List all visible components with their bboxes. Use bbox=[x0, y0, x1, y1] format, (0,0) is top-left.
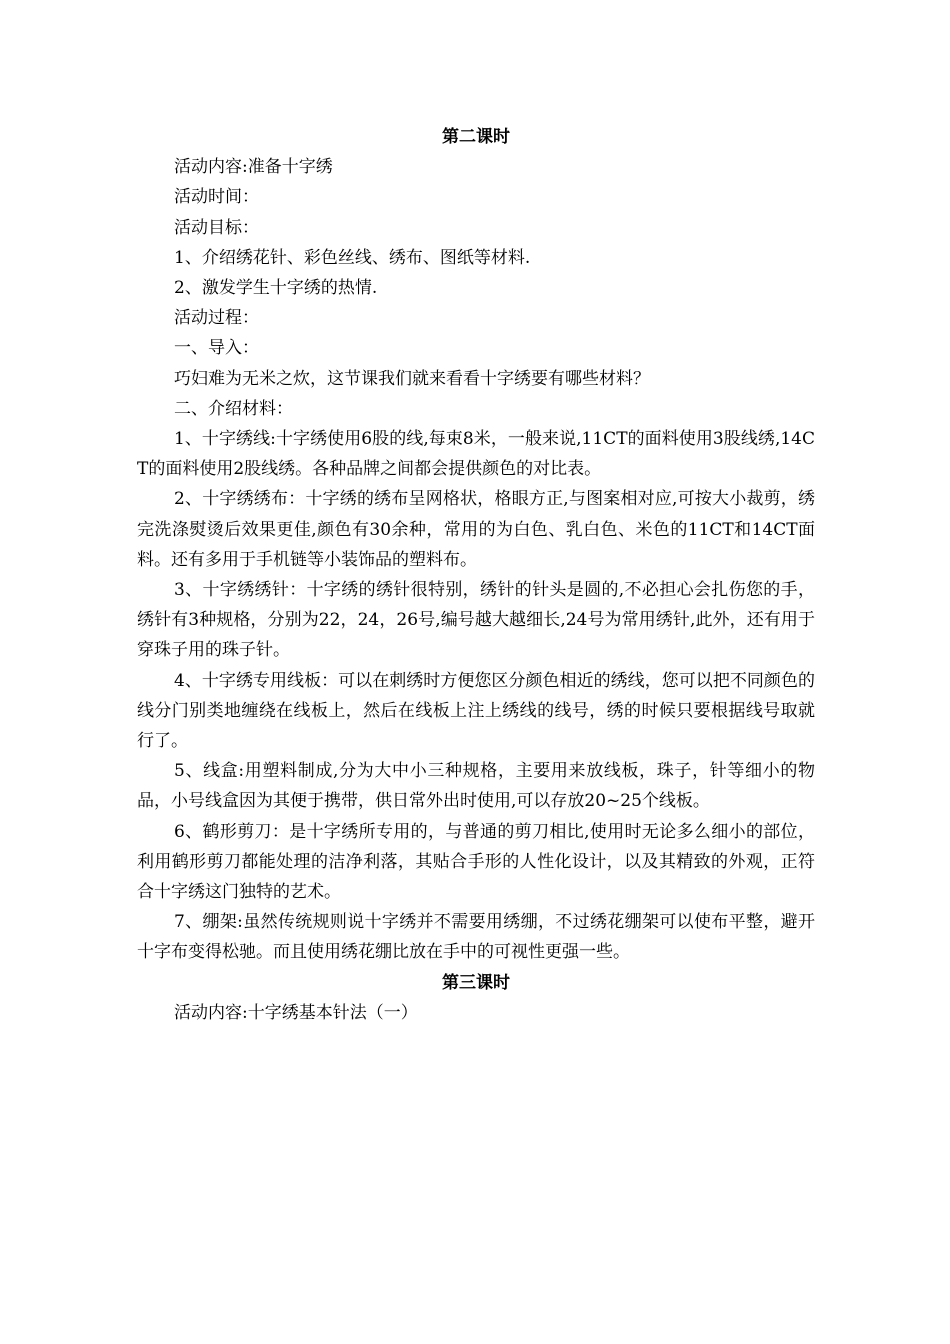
activity-goals: 活动目标： bbox=[174, 217, 259, 238]
lesson-3-title: 第三课时 bbox=[442, 972, 510, 993]
goal-1: 1、介绍绣花针、彩色丝线、绣布、图纸等材料. bbox=[174, 247, 531, 268]
material-scissors: 6、鹤形剪刀：是十字绣所专用的，与普通的剪刀相比,使用时无论多么细小的部位，利用鹤形剪刀都能处理的洁净利落，其贴合手形的人性化设计，以及其精致的外观，正符合十字绣这门独特的艺术。 bbox=[137, 821, 815, 903]
activity-process: 活动过程： bbox=[174, 308, 259, 329]
goal-2: 2、激发学生十字绣的热情. bbox=[174, 278, 378, 299]
material-cloth: 2、十字绣绣布：十字绣的绣布呈网格状，格眼方正,与图案相对应,可按大小裁剪，绣完洗涤熨烫后效果更佳,颜色有30余种，常用的为白色、乳白色、米色的11CT和14CT面料。还有多用于手机链等小装饰品的塑料布。 bbox=[137, 489, 815, 570]
page-content bbox=[137, 122, 815, 1028]
material-hoop: 7、绷架:虽然传统规则说十字绣并不需要用绣绷，不过绣花绷架可以使布平整，避开十字布变得松驰。而且使用绣花绷比放在手中的可视性更强一些。 bbox=[137, 912, 815, 963]
lesson-3-activity-content: 活动内容:十字绣基本针法（一） bbox=[174, 1002, 418, 1023]
step-materials-heading: 二、介绍材料： bbox=[174, 398, 293, 419]
material-needle: 3、十字绣绣针：十字绣的绣针很特别，绣针的针头是圆的,不必担心会扎伤您的手，绣针有3种规格，分别为22，24，26号,编号越大越细长,24号为常用绣针,此外，还有用于穿珠子用的珠子针。 bbox=[137, 580, 815, 661]
activity-time: 活动时间： bbox=[174, 187, 259, 208]
material-thread: 1、十字绣线:十字绣使用6股的线,每束8米，一般来说,11CT的面料使用3股线绣,14CT的面料使用2股线绣。各种品牌之间都会提供颜色的对比表。 bbox=[137, 429, 815, 480]
step-intro-text: 巧妇难为无米之炊，这节课我们就来看看十字绣要有哪些材料？ bbox=[174, 368, 650, 389]
lesson-2-title: 第二课时 bbox=[442, 127, 510, 147]
activity-content: 活动内容:准备十字绣 bbox=[174, 157, 333, 178]
material-thread-board: 4、十字绣专用线板：可以在刺绣时方便您区分颜色相近的绣线，您可以把不同颜色的线分门别类地缠绕在线板上，然后在线板上注上绣线的线号，绣的时候只要根据线号取就行了。 bbox=[137, 670, 815, 752]
step-intro-heading: 一、导入： bbox=[174, 338, 259, 359]
material-thread-box: 5、线盒:用塑料制成,分为大中小三种规格，主要用来放线板，珠子，针等细小的物品，小号线盒因为其便于携带，供日常外出时使用,可以存放20~25个线板。 bbox=[137, 761, 815, 812]
